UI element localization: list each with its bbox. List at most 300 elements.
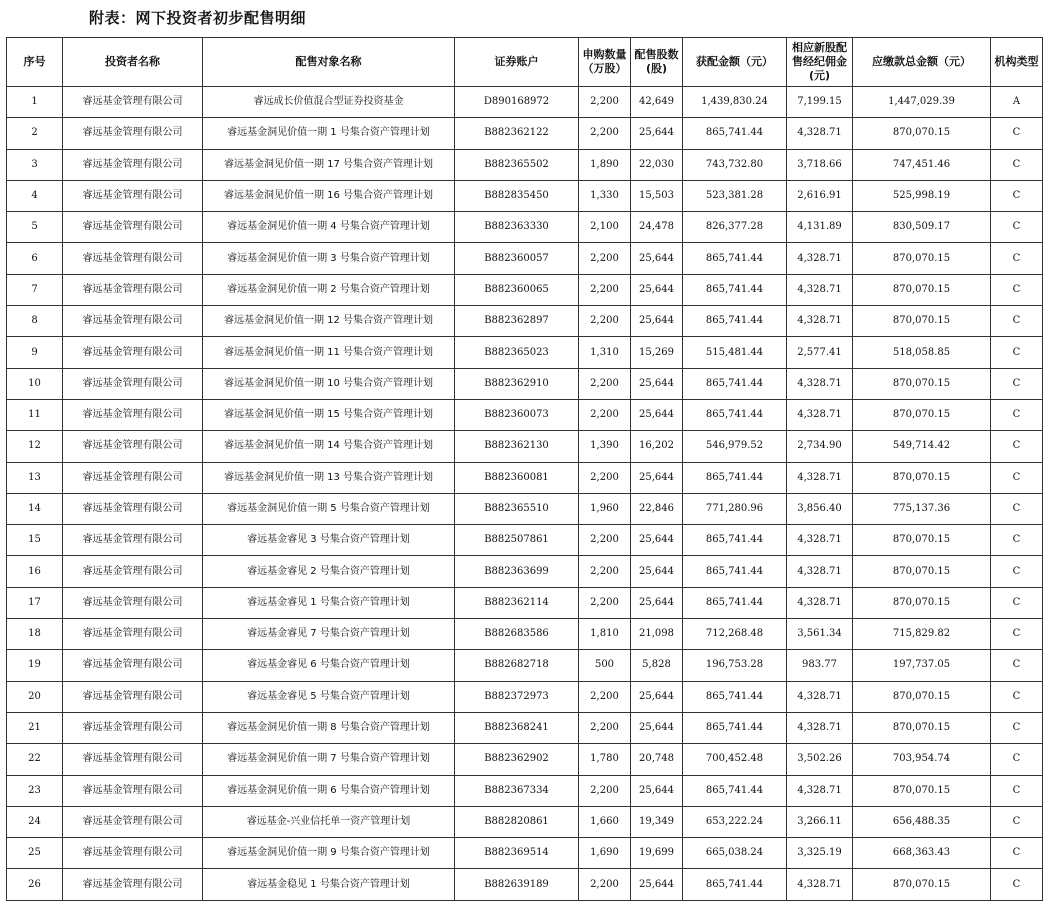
cell-seq: 7: [7, 274, 63, 305]
cell-total: 870,070.15: [853, 681, 991, 712]
cell-shares: 25,644: [631, 775, 683, 806]
cell-amount: 865,741.44: [683, 118, 787, 149]
cell-subscribe: 2,200: [579, 869, 631, 900]
cell-commission: 4,328.71: [787, 681, 853, 712]
cell-investor: 睿远基金管理有限公司: [63, 87, 203, 118]
cell-total: 715,829.82: [853, 619, 991, 650]
table-row: [7, 556, 1043, 587]
cell-investor: 睿远基金管理有限公司: [63, 869, 203, 900]
table-row: [7, 243, 1043, 274]
cell-seq: 21: [7, 712, 63, 743]
cell-total: 870,070.15: [853, 775, 991, 806]
cell-commission: 4,328.71: [787, 118, 853, 149]
cell-commission: 3,561.34: [787, 619, 853, 650]
cell-amount: 865,741.44: [683, 368, 787, 399]
cell-total: 870,070.15: [853, 306, 991, 337]
cell-commission: 3,856.40: [787, 493, 853, 524]
cell-type: C: [991, 744, 1043, 775]
cell-shares: 25,644: [631, 681, 683, 712]
cell-account: B882362902: [455, 744, 579, 775]
table-row: [7, 744, 1043, 775]
cell-commission: 3,266.11: [787, 806, 853, 837]
cell-account: B882360057: [455, 243, 579, 274]
cell-shares: 15,503: [631, 180, 683, 211]
cell-commission: 4,328.71: [787, 462, 853, 493]
cell-shares: 25,644: [631, 712, 683, 743]
cell-shares: 25,644: [631, 243, 683, 274]
cell-amount: 865,741.44: [683, 243, 787, 274]
cell-account: B882363699: [455, 556, 579, 587]
cell-shares: 15,269: [631, 337, 683, 368]
cell-account: B882362114: [455, 587, 579, 618]
cell-seq: 12: [7, 431, 63, 462]
cell-account: B882682718: [455, 650, 579, 681]
cell-total: 656,488.35: [853, 806, 991, 837]
cell-seq: 26: [7, 869, 63, 900]
table-row: [7, 838, 1043, 869]
cell-subscribe: 2,200: [579, 462, 631, 493]
cell-type: C: [991, 712, 1043, 743]
cell-shares: 25,644: [631, 118, 683, 149]
table-row: [7, 681, 1043, 712]
cell-amount: 826,377.28: [683, 212, 787, 243]
cell-seq: 23: [7, 775, 63, 806]
cell-commission: 4,328.71: [787, 869, 853, 900]
cell-target: 睿远基金睿见 2 号集合资产管理计划: [203, 556, 455, 587]
cell-investor: 睿远基金管理有限公司: [63, 243, 203, 274]
cell-target: 睿远基金洞见价值一期 2 号集合资产管理计划: [203, 274, 455, 305]
cell-investor: 睿远基金管理有限公司: [63, 838, 203, 869]
table-row: [7, 118, 1043, 149]
cell-investor: 睿远基金管理有限公司: [63, 619, 203, 650]
cell-investor: 睿远基金管理有限公司: [63, 274, 203, 305]
header-seq: 序号: [7, 38, 63, 87]
cell-investor: 睿远基金管理有限公司: [63, 212, 203, 243]
cell-amount: 865,741.44: [683, 869, 787, 900]
cell-type: C: [991, 431, 1043, 462]
cell-subscribe: 2,200: [579, 274, 631, 305]
cell-subscribe: 2,200: [579, 118, 631, 149]
cell-amount: 515,481.44: [683, 337, 787, 368]
cell-total: 1,447,029.39: [853, 87, 991, 118]
header-account: 证券账户: [455, 38, 579, 87]
cell-seq: 6: [7, 243, 63, 274]
allocation-table: [6, 37, 1043, 901]
cell-subscribe: 500: [579, 650, 631, 681]
header-commission: 相应新股配售经纪佣金(元): [787, 38, 853, 87]
cell-target: 睿远基金洞见价值一期 8 号集合资产管理计划: [203, 712, 455, 743]
cell-account: B882368241: [455, 712, 579, 743]
header-shares: 配售股数(股): [631, 38, 683, 87]
cell-subscribe: 1,310: [579, 337, 631, 368]
cell-commission: 4,328.71: [787, 587, 853, 618]
cell-type: C: [991, 306, 1043, 337]
cell-type: C: [991, 118, 1043, 149]
cell-account: B882363330: [455, 212, 579, 243]
cell-commission: 2,734.90: [787, 431, 853, 462]
cell-type: A: [991, 87, 1043, 118]
table-row: [7, 619, 1043, 650]
cell-total: 870,070.15: [853, 368, 991, 399]
cell-subscribe: 2,200: [579, 775, 631, 806]
cell-account: B882835450: [455, 180, 579, 211]
cell-amount: 771,280.96: [683, 493, 787, 524]
cell-shares: 19,699: [631, 838, 683, 869]
cell-total: 668,363.43: [853, 838, 991, 869]
cell-subscribe: 2,200: [579, 87, 631, 118]
cell-commission: 4,328.71: [787, 368, 853, 399]
cell-shares: 25,644: [631, 368, 683, 399]
cell-account: B882639189: [455, 869, 579, 900]
cell-investor: 睿远基金管理有限公司: [63, 650, 203, 681]
cell-commission: 4,328.71: [787, 243, 853, 274]
cell-total: 549,714.42: [853, 431, 991, 462]
cell-account: B882360065: [455, 274, 579, 305]
header-type: 机构类型: [991, 38, 1043, 87]
cell-seq: 15: [7, 525, 63, 556]
cell-type: C: [991, 180, 1043, 211]
cell-commission: 4,328.71: [787, 306, 853, 337]
cell-subscribe: 2,200: [579, 587, 631, 618]
table-row: [7, 493, 1043, 524]
header-amount: 获配金额（元）: [683, 38, 787, 87]
cell-target: 睿远成长价值混合型证券投资基金: [203, 87, 455, 118]
cell-subscribe: 2,200: [579, 399, 631, 430]
cell-total: 870,070.15: [853, 869, 991, 900]
cell-total: 870,070.15: [853, 118, 991, 149]
cell-commission: 4,328.71: [787, 525, 853, 556]
cell-subscribe: 2,200: [579, 712, 631, 743]
cell-seq: 9: [7, 337, 63, 368]
cell-investor: 睿远基金管理有限公司: [63, 337, 203, 368]
cell-shares: 25,644: [631, 274, 683, 305]
cell-total: 518,058.85: [853, 337, 991, 368]
cell-total: 870,070.15: [853, 712, 991, 743]
cell-seq: 19: [7, 650, 63, 681]
cell-seq: 25: [7, 838, 63, 869]
cell-shares: 25,644: [631, 306, 683, 337]
cell-amount: 865,741.44: [683, 462, 787, 493]
cell-target: 睿远基金洞见价值一期 11 号集合资产管理计划: [203, 337, 455, 368]
cell-amount: 1,439,830.24: [683, 87, 787, 118]
table-row: [7, 149, 1043, 180]
cell-seq: 13: [7, 462, 63, 493]
cell-type: C: [991, 337, 1043, 368]
cell-target: 睿远基金睿见 6 号集合资产管理计划: [203, 650, 455, 681]
cell-shares: 25,644: [631, 525, 683, 556]
cell-seq: 16: [7, 556, 63, 587]
cell-amount: 743,732.80: [683, 149, 787, 180]
cell-total: 870,070.15: [853, 587, 991, 618]
cell-type: C: [991, 650, 1043, 681]
cell-type: C: [991, 493, 1043, 524]
table-row: [7, 712, 1043, 743]
cell-type: C: [991, 619, 1043, 650]
table-row: [7, 650, 1043, 681]
cell-amount: 865,741.44: [683, 712, 787, 743]
cell-total: 775,137.36: [853, 493, 991, 524]
cell-seq: 24: [7, 806, 63, 837]
cell-total: 747,451.46: [853, 149, 991, 180]
table-row: [7, 525, 1043, 556]
cell-subscribe: 2,200: [579, 525, 631, 556]
cell-target: 睿远基金洞见价值一期 1 号集合资产管理计划: [203, 118, 455, 149]
cell-seq: 11: [7, 399, 63, 430]
cell-investor: 睿远基金管理有限公司: [63, 368, 203, 399]
header-total: 应缴款总金额（元）: [853, 38, 991, 87]
cell-type: C: [991, 806, 1043, 837]
cell-investor: 睿远基金管理有限公司: [63, 681, 203, 712]
cell-amount: 865,741.44: [683, 681, 787, 712]
cell-account: B882360081: [455, 462, 579, 493]
cell-commission: 4,328.71: [787, 556, 853, 587]
cell-target: 睿远基金睿见 5 号集合资产管理计划: [203, 681, 455, 712]
cell-shares: 42,649: [631, 87, 683, 118]
cell-amount: 865,741.44: [683, 306, 787, 337]
cell-investor: 睿远基金管理有限公司: [63, 712, 203, 743]
cell-type: C: [991, 681, 1043, 712]
cell-total: 830,509.17: [853, 212, 991, 243]
cell-investor: 睿远基金管理有限公司: [63, 744, 203, 775]
cell-target: 睿远基金洞见价值一期 4 号集合资产管理计划: [203, 212, 455, 243]
cell-investor: 睿远基金管理有限公司: [63, 587, 203, 618]
cell-shares: 20,748: [631, 744, 683, 775]
cell-account: D890168972: [455, 87, 579, 118]
cell-total: 870,070.15: [853, 525, 991, 556]
cell-type: C: [991, 274, 1043, 305]
cell-subscribe: 2,200: [579, 681, 631, 712]
cell-investor: 睿远基金管理有限公司: [63, 462, 203, 493]
cell-account: B882367334: [455, 775, 579, 806]
cell-amount: 865,741.44: [683, 525, 787, 556]
cell-target: 睿远基金稳见 1 号集合资产管理计划: [203, 869, 455, 900]
cell-shares: 22,030: [631, 149, 683, 180]
cell-total: 870,070.15: [853, 462, 991, 493]
cell-type: C: [991, 838, 1043, 869]
cell-seq: 1: [7, 87, 63, 118]
cell-account: B882365023: [455, 337, 579, 368]
cell-seq: 3: [7, 149, 63, 180]
cell-shares: 5,828: [631, 650, 683, 681]
table-row: [7, 431, 1043, 462]
cell-subscribe: 2,200: [579, 368, 631, 399]
cell-investor: 睿远基金管理有限公司: [63, 149, 203, 180]
cell-commission: 4,328.71: [787, 274, 853, 305]
table-row: [7, 587, 1043, 618]
cell-amount: 865,741.44: [683, 587, 787, 618]
cell-target: 睿远基金洞见价值一期 10 号集合资产管理计划: [203, 368, 455, 399]
table-row: [7, 180, 1043, 211]
cell-total: 870,070.15: [853, 556, 991, 587]
cell-commission: 983.77: [787, 650, 853, 681]
cell-type: C: [991, 587, 1043, 618]
cell-target: 睿远基金洞见价值一期 14 号集合资产管理计划: [203, 431, 455, 462]
cell-commission: 2,616.91: [787, 180, 853, 211]
cell-investor: 睿远基金管理有限公司: [63, 775, 203, 806]
table-header-row: [7, 38, 1043, 87]
cell-account: B882507861: [455, 525, 579, 556]
cell-amount: 523,381.28: [683, 180, 787, 211]
cell-investor: 睿远基金管理有限公司: [63, 525, 203, 556]
cell-shares: 16,202: [631, 431, 683, 462]
cell-type: C: [991, 243, 1043, 274]
cell-target: 睿远基金洞见价值一期 3 号集合资产管理计划: [203, 243, 455, 274]
cell-amount: 865,741.44: [683, 556, 787, 587]
cell-amount: 865,741.44: [683, 274, 787, 305]
table-row: [7, 399, 1043, 430]
cell-commission: 3,502.26: [787, 744, 853, 775]
cell-subscribe: 1,960: [579, 493, 631, 524]
cell-subscribe: 2,200: [579, 243, 631, 274]
cell-account: B882369514: [455, 838, 579, 869]
cell-amount: 653,222.24: [683, 806, 787, 837]
cell-subscribe: 1,660: [579, 806, 631, 837]
header-investor: 投资者名称: [63, 38, 203, 87]
cell-total: 197,737.05: [853, 650, 991, 681]
cell-account: B882683586: [455, 619, 579, 650]
cell-target: 睿远基金-兴业信托单一资产管理计划: [203, 806, 455, 837]
table-row: [7, 87, 1043, 118]
header-target: 配售对象名称: [203, 38, 455, 87]
table-row: [7, 368, 1043, 399]
cell-amount: 546,979.52: [683, 431, 787, 462]
cell-shares: 21,098: [631, 619, 683, 650]
cell-subscribe: 2,200: [579, 556, 631, 587]
cell-shares: 24,478: [631, 212, 683, 243]
cell-shares: 25,644: [631, 556, 683, 587]
cell-seq: 20: [7, 681, 63, 712]
table-row: [7, 212, 1043, 243]
cell-investor: 睿远基金管理有限公司: [63, 556, 203, 587]
cell-shares: 22,846: [631, 493, 683, 524]
cell-subscribe: 2,100: [579, 212, 631, 243]
cell-type: C: [991, 462, 1043, 493]
cell-investor: 睿远基金管理有限公司: [63, 431, 203, 462]
cell-type: C: [991, 212, 1043, 243]
cell-investor: 睿远基金管理有限公司: [63, 118, 203, 149]
cell-amount: 712,268.48: [683, 619, 787, 650]
table-row: [7, 337, 1043, 368]
cell-target: 睿远基金睿见 7 号集合资产管理计划: [203, 619, 455, 650]
table-row: [7, 306, 1043, 337]
cell-type: C: [991, 149, 1043, 180]
cell-type: C: [991, 556, 1043, 587]
table-row: [7, 462, 1043, 493]
cell-amount: 865,741.44: [683, 399, 787, 430]
cell-target: 睿远基金洞见价值一期 5 号集合资产管理计划: [203, 493, 455, 524]
table-row: [7, 869, 1043, 900]
cell-commission: 7,199.15: [787, 87, 853, 118]
cell-type: C: [991, 368, 1043, 399]
cell-total: 703,954.74: [853, 744, 991, 775]
cell-target: 睿远基金洞见价值一期 16 号集合资产管理计划: [203, 180, 455, 211]
table-row: [7, 274, 1043, 305]
cell-seq: 4: [7, 180, 63, 211]
cell-investor: 睿远基金管理有限公司: [63, 806, 203, 837]
cell-shares: 19,349: [631, 806, 683, 837]
cell-account: B882372973: [455, 681, 579, 712]
cell-type: C: [991, 775, 1043, 806]
cell-seq: 5: [7, 212, 63, 243]
cell-account: B882362122: [455, 118, 579, 149]
cell-target: 睿远基金洞见价值一期 12 号集合资产管理计划: [203, 306, 455, 337]
cell-seq: 14: [7, 493, 63, 524]
document-title: 附表：网下投资者初步配售明细: [89, 9, 307, 27]
cell-total: 525,998.19: [853, 180, 991, 211]
cell-subscribe: 1,330: [579, 180, 631, 211]
cell-account: B882362897: [455, 306, 579, 337]
cell-shares: 25,644: [631, 399, 683, 430]
cell-account: B882362910: [455, 368, 579, 399]
cell-subscribe: 2,200: [579, 306, 631, 337]
cell-account: B882360073: [455, 399, 579, 430]
cell-amount: 196,753.28: [683, 650, 787, 681]
cell-investor: 睿远基金管理有限公司: [63, 493, 203, 524]
cell-investor: 睿远基金管理有限公司: [63, 399, 203, 430]
cell-amount: 700,452.48: [683, 744, 787, 775]
cell-commission: 4,328.71: [787, 399, 853, 430]
cell-seq: 17: [7, 587, 63, 618]
cell-shares: 25,644: [631, 587, 683, 618]
cell-target: 睿远基金洞见价值一期 6 号集合资产管理计划: [203, 775, 455, 806]
cell-commission: 3,325.19: [787, 838, 853, 869]
cell-total: 870,070.15: [853, 243, 991, 274]
cell-seq: 8: [7, 306, 63, 337]
table-row: [7, 806, 1043, 837]
cell-investor: 睿远基金管理有限公司: [63, 306, 203, 337]
cell-commission: 4,328.71: [787, 775, 853, 806]
cell-type: C: [991, 525, 1043, 556]
cell-subscribe: 1,690: [579, 838, 631, 869]
cell-subscribe: 1,810: [579, 619, 631, 650]
cell-shares: 25,644: [631, 869, 683, 900]
cell-seq: 10: [7, 368, 63, 399]
cell-target: 睿远基金洞见价值一期 17 号集合资产管理计划: [203, 149, 455, 180]
cell-account: B882365502: [455, 149, 579, 180]
cell-commission: 2,577.41: [787, 337, 853, 368]
cell-account: B882362130: [455, 431, 579, 462]
header-subscribe: 申购数量（万股）: [579, 38, 631, 87]
cell-total: 870,070.15: [853, 399, 991, 430]
cell-subscribe: 1,890: [579, 149, 631, 180]
cell-target: 睿远基金洞见价值一期 15 号集合资产管理计划: [203, 399, 455, 430]
cell-account: B882820861: [455, 806, 579, 837]
cell-seq: 22: [7, 744, 63, 775]
cell-seq: 18: [7, 619, 63, 650]
cell-type: C: [991, 869, 1043, 900]
cell-account: B882365510: [455, 493, 579, 524]
cell-amount: 865,741.44: [683, 775, 787, 806]
cell-investor: 睿远基金管理有限公司: [63, 180, 203, 211]
cell-subscribe: 1,390: [579, 431, 631, 462]
cell-commission: 3,718.66: [787, 149, 853, 180]
cell-amount: 665,038.24: [683, 838, 787, 869]
cell-target: 睿远基金睿见 3 号集合资产管理计划: [203, 525, 455, 556]
cell-target: 睿远基金洞见价值一期 13 号集合资产管理计划: [203, 462, 455, 493]
table-row: [7, 775, 1043, 806]
cell-target: 睿远基金睿见 1 号集合资产管理计划: [203, 587, 455, 618]
cell-commission: 4,328.71: [787, 712, 853, 743]
cell-target: 睿远基金洞见价值一期 9 号集合资产管理计划: [203, 838, 455, 869]
cell-shares: 25,644: [631, 462, 683, 493]
cell-seq: 2: [7, 118, 63, 149]
cell-total: 870,070.15: [853, 274, 991, 305]
cell-type: C: [991, 399, 1043, 430]
table-body: [7, 87, 1043, 901]
cell-target: 睿远基金洞见价值一期 7 号集合资产管理计划: [203, 744, 455, 775]
cell-subscribe: 1,780: [579, 744, 631, 775]
cell-commission: 4,131.89: [787, 212, 853, 243]
